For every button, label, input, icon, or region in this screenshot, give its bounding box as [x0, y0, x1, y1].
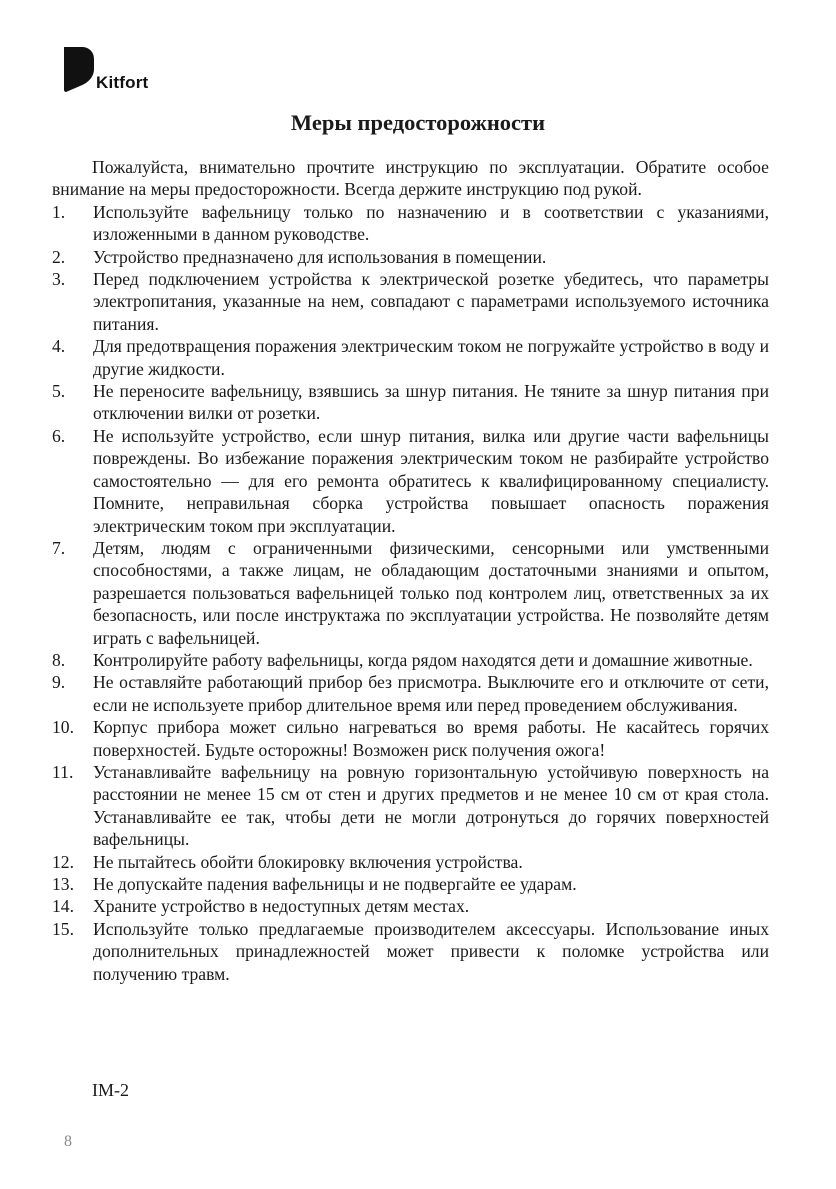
list-item	[52, 380, 769, 425]
list-item	[52, 268, 769, 335]
list-item	[52, 671, 769, 716]
list-item	[52, 761, 769, 851]
list-item	[52, 201, 769, 246]
list-item-number: 7.	[52, 537, 66, 558]
list-item-text: Не пытайтесь обойти блокировку включения устройства.	[93, 851, 523, 872]
list-item-number: 12.	[52, 851, 74, 872]
list-item	[52, 716, 769, 761]
list-item-text: Детям, людям с ограниченными физическими, сенсорными или умственными способностями, а также лицам, не обладающим достаточными знаниями и опытом, разрешается пользоваться вафельницей только под контролем лиц, ответственных за их безопасность, или после инструктажа по эксплуатации устройства. Не позволяйте детям играть с вафельницей.	[93, 537, 769, 648]
list-item-number: 5.	[52, 381, 66, 402]
list-item-text: Устанавливайте вафельницу на ровную горизонтальную устойчивую поверхность на расстоянии не менее 15 см от стен и других предметов и не менее 10 см от края стола. Устанавливайте ее так, чтобы дети не могли дотронуться до горячих поверхностей вафельницы.	[93, 761, 769, 850]
list-item-text: Не оставляйте работающий прибор без присмотра. Выключите его и отключите от сети, если не используете прибор длительное время или перед проведением обслуживания.	[93, 672, 769, 715]
list-item	[52, 246, 769, 268]
safety-rules-list	[52, 201, 769, 985]
page-title: Меры предосторожности	[290, 110, 546, 135]
document-code: IM-2	[92, 1080, 129, 1100]
list-item-text: Для предотвращения поражения электрическим током не погружайте устройство в воду и другие жидкости.	[93, 336, 769, 379]
list-item-number: 6.	[52, 425, 66, 446]
list-item-text: Не используйте устройство, если шнур питания, вилка или другие части вафельницы повреждены. Во избежание поражения электрическим током не разбирайте устройство самостоятельно — для его ремонта обратитесь к квалифицированному специалисту. Помните, неправильная сборка устройства повышает опасность поражения электрическим током при эксплуатации.	[93, 425, 769, 536]
list-item-text: Корпус прибора может сильно нагреваться во время работы. Не касайтесь горячих поверхностей. Будьте осторожны! Возможен риск получения ожога!	[93, 717, 769, 760]
intro-paragraph: Пожалуйста, внимательно прочтите инструкцию по эксплуатации. Обратите особое внимание на меры предосторожности. Всегда держите инструкцию под рукой.	[52, 157, 769, 200]
list-item	[52, 851, 769, 873]
list-item-number: 11.	[52, 761, 74, 782]
list-item-number: 8.	[52, 649, 66, 670]
brand-logo-text: Kitfort	[96, 73, 149, 92]
list-item-text: Используйте вафельницу только по назначению и в соответствии с указаниями, изложенными в данном руководстве.	[93, 201, 769, 245]
page-number: 8	[64, 1133, 72, 1150]
list-item-number: 3.	[52, 269, 66, 290]
list-item	[52, 918, 769, 985]
list-item	[52, 649, 769, 671]
list-item-text: Храните устройство в недоступных детям местах.	[93, 896, 470, 917]
list-item-text: Не допускайте падения вафельницы и не подвергайте ее ударам.	[93, 874, 577, 894]
list-item-number: 14.	[52, 896, 74, 917]
list-item-text: Не переносите вафельницу, взявшись за шнур питания. Не тяните за шнур питания при отключении вилки от розетки.	[93, 381, 769, 424]
list-item	[52, 537, 769, 649]
kitfort-logo-icon	[64, 47, 94, 93]
list-item-text: Контролируйте работу вафельницы, когда рядом находятся дети и домашние животные.	[93, 649, 753, 670]
list-item-number: 4.	[52, 336, 66, 357]
list-item	[52, 873, 769, 895]
list-item	[52, 335, 769, 380]
list-item-text: Используйте только предлагаемые производителем аксессуары. Использование иных дополнительных принадлежностей может привести к поломке устройства или получению травм.	[93, 918, 769, 984]
list-item-number: 2.	[52, 246, 66, 267]
list-item-number: 1.	[52, 201, 66, 222]
list-item	[52, 425, 769, 537]
list-item-number: 10.	[52, 717, 74, 738]
safety-content	[52, 156, 769, 985]
list-item-number: 9.	[52, 672, 66, 693]
list-item	[52, 895, 769, 917]
list-item-text: Устройство предназначено для использования в помещении.	[93, 246, 547, 267]
list-item-number: 15.	[52, 918, 74, 939]
list-item-number: 13.	[52, 874, 74, 894]
list-item-text: Перед подключением устройства к электрической розетке убедитесь, что параметры электропитания, указанные на нем, совпадают с параметрами используемого источника питания.	[93, 269, 769, 334]
